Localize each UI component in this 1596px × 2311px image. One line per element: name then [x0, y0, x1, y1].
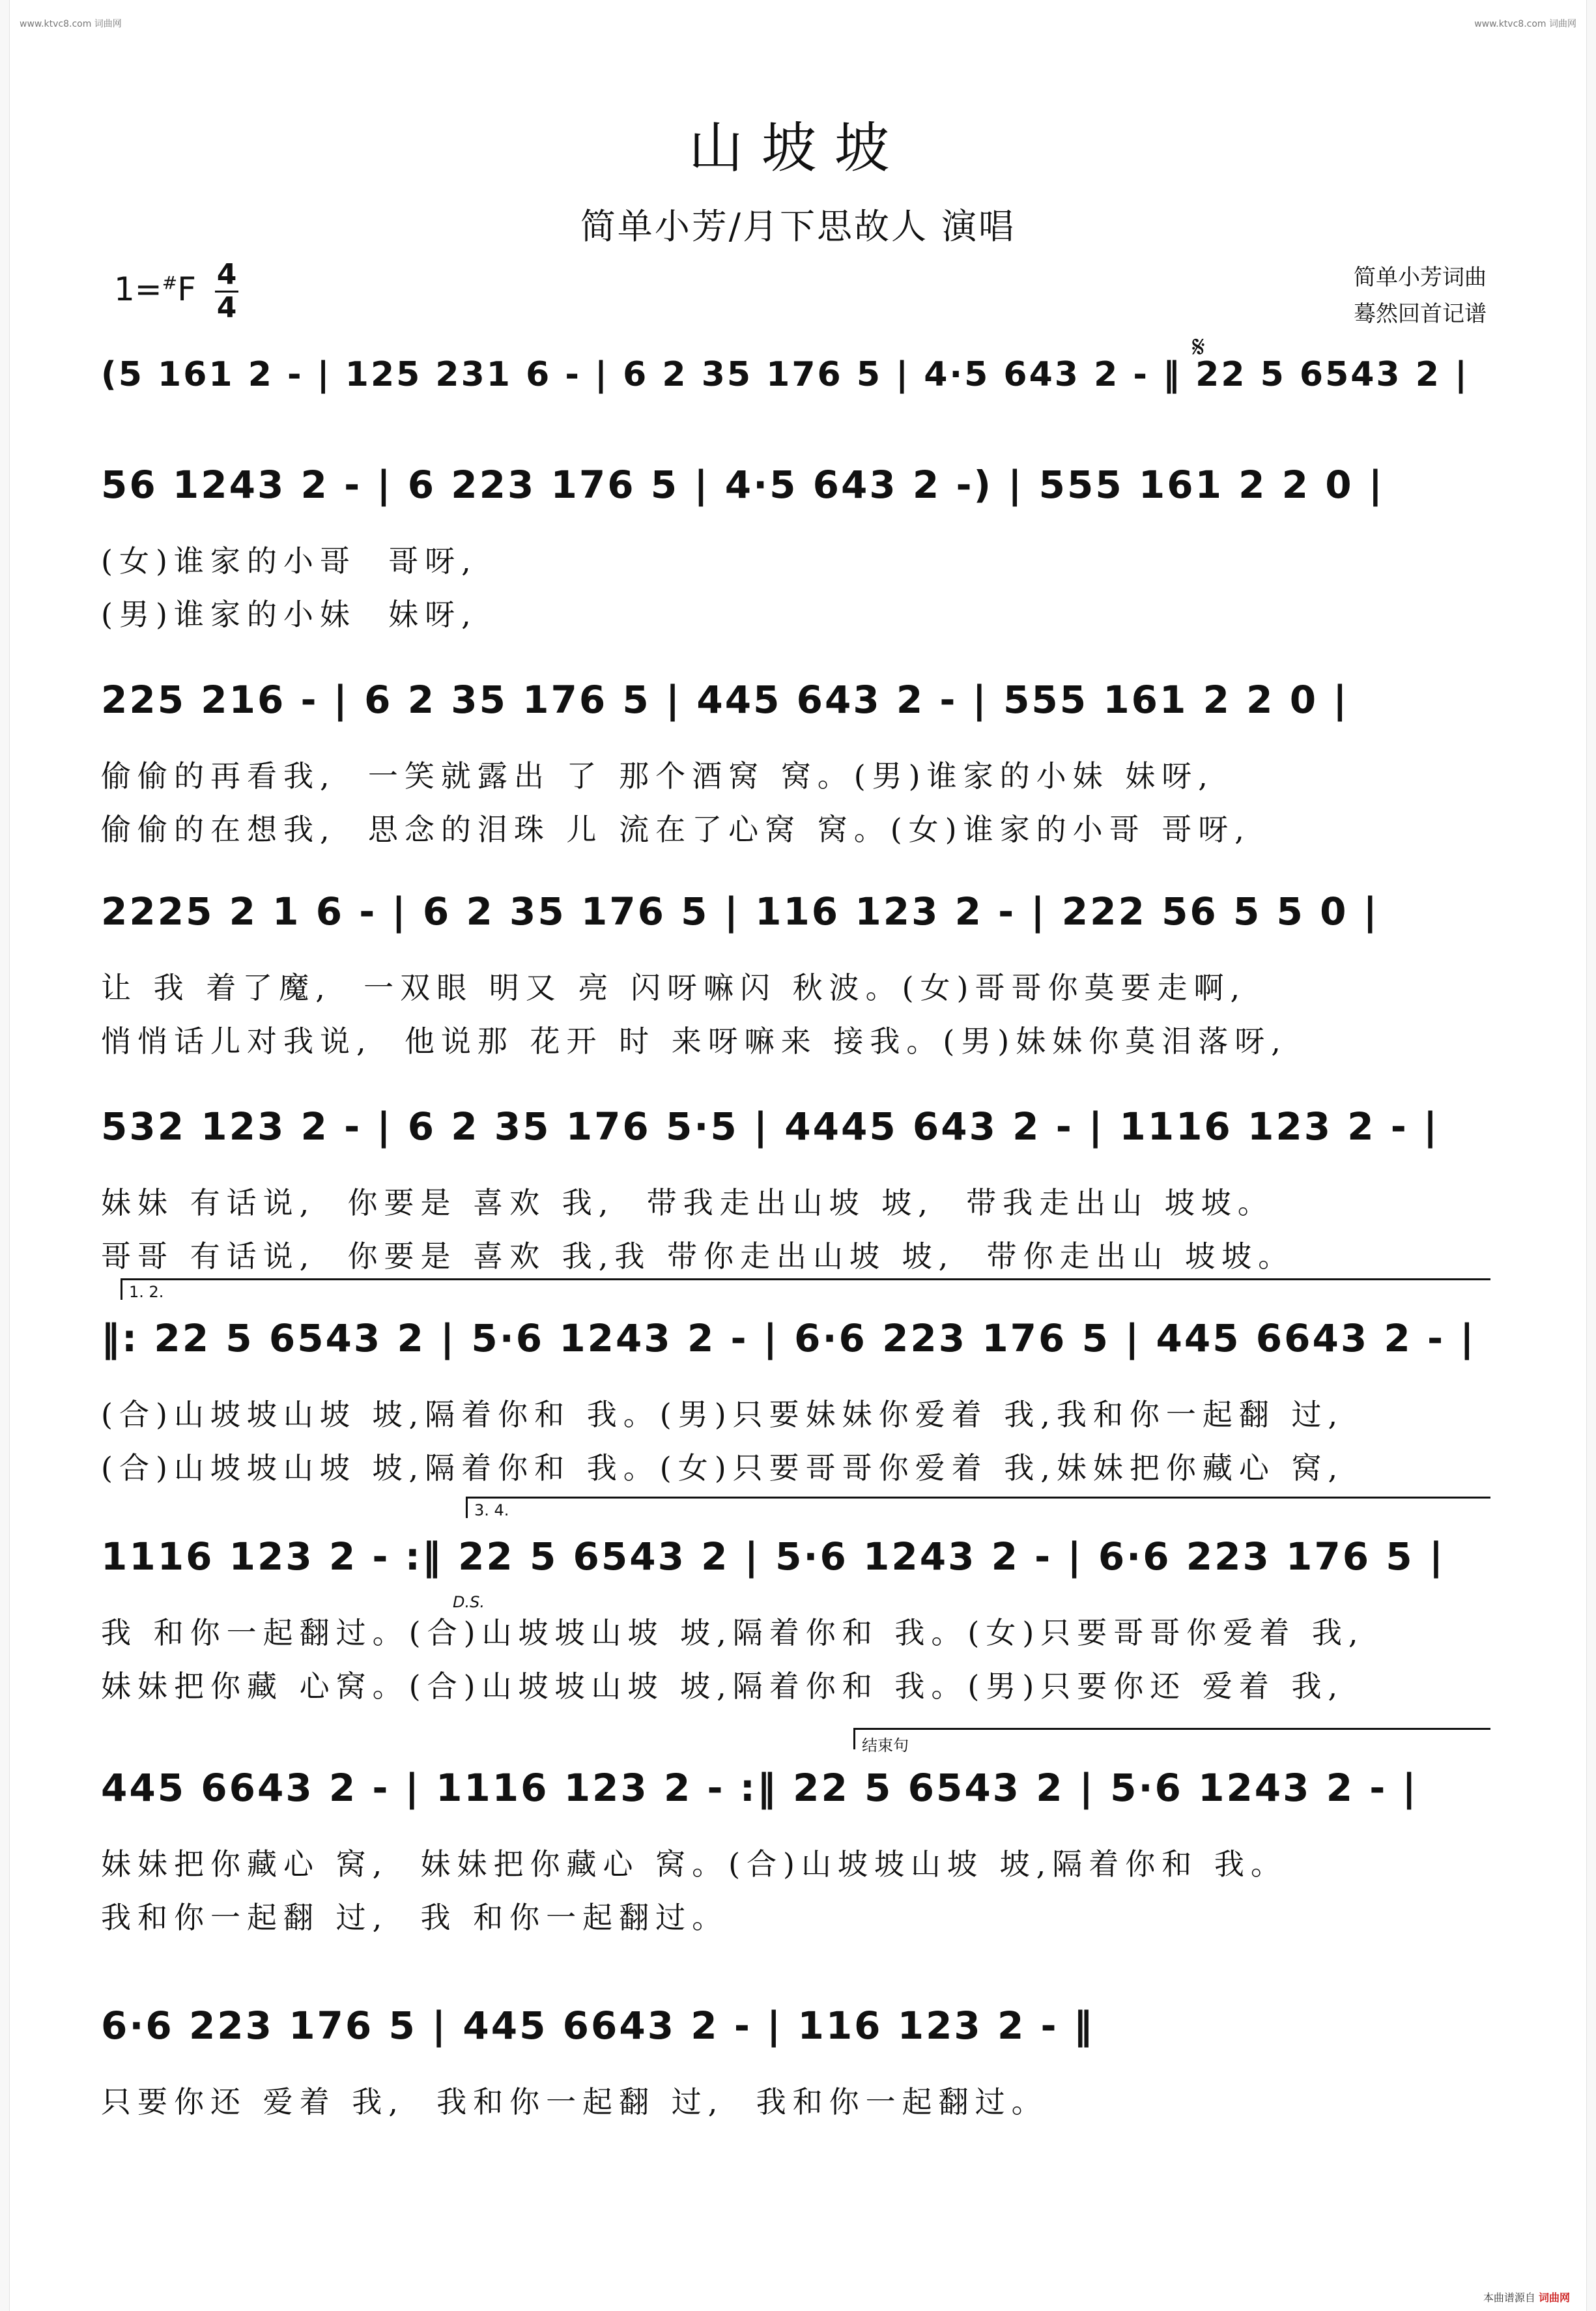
- ds-marking: D.S.: [453, 1593, 485, 1611]
- meter-top: 4: [216, 258, 237, 291]
- lyric-line: 哥哥 有话说, 你要是 喜欢 我,我 带你走出山坡 坡, 带你走出山 坡坡。: [101, 1239, 1295, 1274]
- lyric-line: 偷偷的再看我, 一笑就露出 了 那个酒窝 窝。(男)谁家的小妹 妹呀,: [101, 758, 1214, 794]
- footer-source: 本曲谱源自 词曲网: [1483, 2291, 1570, 2304]
- performers: 简单小芳/月下思故人 演唱: [580, 206, 1016, 247]
- site-watermark-left: www.ktvc8.com 词曲网: [20, 19, 122, 29]
- music-line: 225 216 - | 6 2 35 176 5 | 445 643 2 - | 555 161 2 2 0 |: [101, 678, 1349, 722]
- volta-label: 1. 2.: [129, 1283, 164, 1301]
- lyric-line: 偷偷的在想我, 思念的泪珠 儿 流在了心窝 窝。(女)谁家的小哥 哥呀,: [101, 812, 1251, 847]
- segno-icon: 𝄋: [1192, 329, 1205, 364]
- lyric-line: (女)谁家的小哥 哥呀,: [101, 543, 477, 579]
- lyric-line: (合)山坡坡山坡 坡,隔着你和 我。(男)只要妹妹你爱着 我,我和你一起翻 过,: [101, 1397, 1345, 1432]
- volta-label: 3. 4.: [474, 1501, 509, 1519]
- lyric-line: 悄悄话儿对我说, 他说那 花开 时 来呀嘛来 接我。(男)妹妹你莫泪落呀,: [101, 1024, 1287, 1059]
- lyric-line: 我 和你一起翻过。(合)山坡坡山坡 坡,隔着你和 我。(女)只要哥哥你爱着 我,: [101, 1615, 1365, 1650]
- volta-bracket: [466, 1497, 1490, 1518]
- left-page-edge: [0, 0, 10, 2311]
- volta-label: 结束句: [862, 1736, 909, 1755]
- song-title: 山坡坡: [688, 116, 907, 180]
- music-line: 445 6643 2 - | 1116 123 2 - :‖ 22 5 6543 2 | 5·6 1243 2 - |: [101, 1766, 1418, 1810]
- credits: [1354, 259, 1487, 332]
- lyric-line: 妹妹 有话说, 你要是 喜欢 我, 带我走出山坡 坡, 带我走出山 坡坡。: [101, 1185, 1274, 1220]
- volta-bracket: [853, 1728, 1490, 1755]
- music-line: 1116 123 2 - :‖ 22 5 6543 2 | 5·6 1243 2 - | 6·6 223 176 5 |: [101, 1534, 1446, 1579]
- lyricist-composer: 简单小芳词曲: [1354, 265, 1487, 291]
- meter-bottom: 4: [216, 291, 237, 324]
- music-line: (5 161 2 - | 125 231 6 - | 6 2 35 176 5 | 4·5 643 2 - ‖ 22 5 6543 2 |: [101, 355, 1469, 394]
- lyric-line: 妹妹把你藏心 窝, 妹妹把你藏心 窝。(合)山坡坡山坡 坡,隔着你和 我。: [101, 1846, 1287, 1882]
- music-line: 532 123 2 - | 6 2 35 176 5·5 | 4445 643 2 - | 1116 123 2 - |: [101, 1104, 1440, 1149]
- lyric-line: 我和你一起翻 过, 我 和你一起翻过。: [101, 1900, 729, 1935]
- music-line: 2225 2 1 6 - | 6 2 35 176 5 | 116 123 2 - | 222 56 5 5 0 |: [101, 889, 1379, 934]
- music-line: 6·6 223 176 5 | 445 6643 2 - | 116 123 2 - ‖: [101, 2003, 1094, 2048]
- music-line: 56 1243 2 - | 6 223 176 5 | 4·5 643 2 -) | 555 161 2 2 0 |: [101, 463, 1384, 507]
- right-page-edge: [1586, 0, 1596, 2311]
- site-watermark-right: www.ktvc8.com 词曲网: [1474, 19, 1576, 29]
- time-signature: [215, 259, 238, 324]
- music-line: ‖: 22 5 6543 2 | 5·6 1243 2 - | 6·6 223 176 5 | 445 6643 2 - |: [101, 1316, 1476, 1360]
- lyric-line: (男)谁家的小妹 妹呀,: [101, 597, 477, 632]
- lyric-line: 妹妹把你藏 心窝。(合)山坡坡山坡 坡,隔着你和 我。(男)只要你还 爱着 我,: [101, 1669, 1345, 1704]
- lyric-line: 让 我 着了魔, 一双眼 明又 亮 闪呀嘛闪 秋波。(女)哥哥你莫要走啊,: [101, 970, 1247, 1005]
- lyric-line: (合)山坡坡山坡 坡,隔着你和 我。(女)只要哥哥你爱着 我,妹妹把你藏心 窝,: [101, 1450, 1345, 1486]
- key-signature: 1=#F: [114, 270, 196, 308]
- lyric-line: 只要你还 爱着 我, 我和你一起翻 过, 我和你一起翻过。: [101, 2084, 1048, 2119]
- transcriber: 蓦然回首记谱: [1354, 301, 1487, 327]
- volta-bracket: [121, 1278, 1490, 1300]
